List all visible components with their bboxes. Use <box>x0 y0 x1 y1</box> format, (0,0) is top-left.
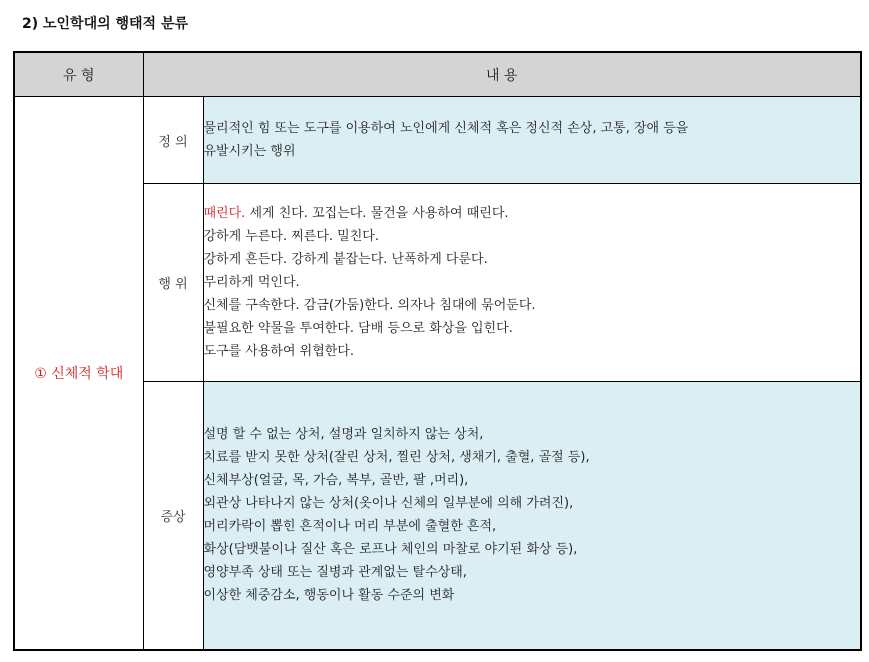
header-type: 유 형 <box>14 52 143 97</box>
symptom-line: 신체부상(얼굴, 목, 가슴, 복부, 골반, 팔 ,머리), <box>203 473 469 489</box>
type-cell <box>14 97 143 650</box>
symptom-line: 이상한 체중감소, 행동이나 활동 수준의 변화 <box>203 588 455 604</box>
symptoms-content <box>203 382 861 650</box>
behavior-line: 강하게 흔든다. 강하게 붙잡는다. 난폭하게 다룬다. <box>203 252 488 267</box>
behavior-line <box>204 202 861 225</box>
behavior-line: 신체를 구속한다. 감금(가둠)한다. 의자나 침대에 묶어둔다. <box>203 298 536 313</box>
behavior-line: 무리하게 먹인다. <box>203 275 300 290</box>
behavior-highlight: 때린다. <box>203 206 246 221</box>
row-label-definition: 정 의 <box>143 97 203 184</box>
symptom-line: 화상(담뱃불이나 질산 혹은 로프나 체인의 마찰로 야기된 화상 등), <box>203 542 578 558</box>
row-label-symptoms: 증상 <box>143 382 203 650</box>
symptom-line: 머리카락이 뽑힌 흔적이나 머리 부분에 출혈한 흔적, <box>203 519 497 535</box>
behavior-line: 불필요한 약물을 투여한다. 담배 등으로 화상을 입힌다. <box>203 321 513 336</box>
section-heading: 2) 노인학대의 행태적 분류 <box>22 16 189 32</box>
behavior-content <box>203 184 861 382</box>
behavior-line: 도구를 사용하여 위협한다. <box>203 344 355 359</box>
symptom-line: 치료를 받지 못한 상처(잘린 상처, 찔린 상처, 생채기, 출혈, 골절 등), <box>203 450 590 466</box>
header-content: 내 용 <box>143 52 861 97</box>
table-header-row <box>14 52 861 97</box>
behavior-line: 강하게 누른다. 찌른다. 밀친다. <box>203 229 379 244</box>
type-label-physical-abuse: ① 신체적 학대 <box>34 365 124 382</box>
table-row-definition <box>14 97 861 184</box>
definition-line: 물리적인 힘 또는 도구를 이용하여 노인에게 신체적 혹은 정신적 손상, 고통, 장애 등을 <box>203 121 689 136</box>
row-label-behavior: 행 위 <box>143 184 203 382</box>
definition-content <box>203 97 861 184</box>
definition-line: 유발시키는 행위 <box>203 144 296 159</box>
symptom-line: 설명 할 수 없는 상처, 설명과 일치하지 않는 상처, <box>203 427 484 443</box>
symptom-line: 외관상 나타나지 않는 상처(옷이나 신체의 일부분에 의해 가려진), <box>203 496 574 512</box>
abuse-classification-table <box>13 51 862 651</box>
behavior-line-rest: 세게 친다. 꼬집는다. 물건을 사용하여 때린다. <box>245 206 509 221</box>
symptom-line: 영양부족 상태 또는 질병과 관계없는 탈수상태, <box>203 565 467 581</box>
